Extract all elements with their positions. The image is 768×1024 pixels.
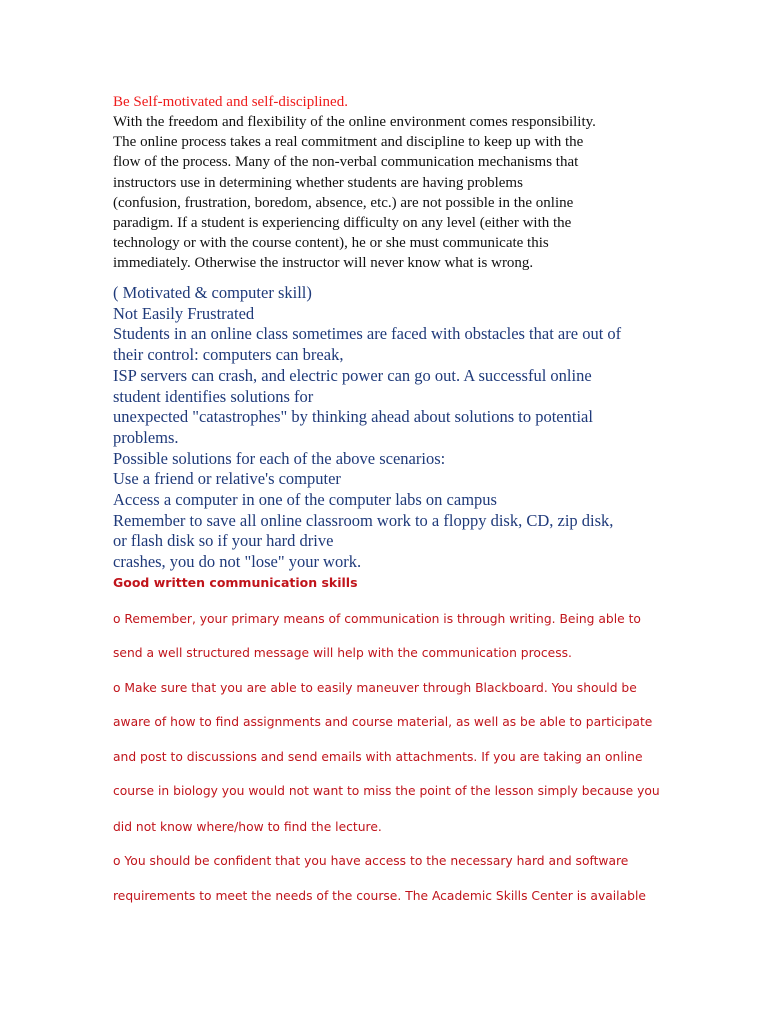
paragraph-line: The online process takes a real commitment and discipline to keep up with the <box>113 134 584 151</box>
paragraph-line: o Make sure that you are able to easily maneuver through Blackboard. You should be <box>113 681 637 695</box>
section-not-easily-frustrated <box>113 283 673 573</box>
paragraph-line: o You should be confident that you have access to the necessary hard and software <box>113 854 629 868</box>
paragraph-line: ISP servers can crash, and electric power can go out. A successful online <box>113 365 592 385</box>
paragraph-line: instructors use in determining whether students are having problems <box>113 174 523 191</box>
paragraph-line: crashes, you do not "lose" your work. <box>113 552 362 572</box>
paragraph-line: send a well structured message will help with the communication process. <box>113 646 572 660</box>
list-item: Access a computer in one of the computer labs on campus <box>113 490 497 510</box>
list-item: Use a friend or relative's computer <box>113 469 341 489</box>
paragraph-line: course in biology you would not want to miss the point of the lesson simply because you <box>113 784 660 798</box>
list-item: Remember to save all online classroom work to a floppy disk, CD, zip disk, <box>113 510 614 530</box>
paragraph-line: or flash disk so if your hard drive <box>113 531 334 551</box>
paragraph-line: Students in an online class sometimes are faced with obstacles that are out of <box>113 324 622 344</box>
section-heading: Be Self-motivated and self-disciplined. <box>113 94 348 110</box>
paragraph-line: paradigm. If a student is experiencing difficulty on any level (either with the <box>113 215 572 232</box>
paragraph-line: unexpected "catastrophes" by thinking ahead about solutions to potential <box>113 407 593 427</box>
paragraph-line: o Remember, your primary means of communication is through writing. Being able to <box>113 612 641 626</box>
paragraph-line: problems. <box>113 427 179 447</box>
section-heading: Good written communication skills <box>113 575 358 590</box>
paragraph-line: aware of how to find assignments and course material, as well as be able to participate <box>113 715 653 729</box>
paragraph-line: student identifies solutions for <box>113 386 314 406</box>
paragraph-line: immediately. Otherwise the instructor will never know what is wrong. <box>113 255 534 272</box>
paragraph-line: technology or with the course content), he or she must communicate this <box>113 235 549 252</box>
paragraph-line: and post to discussions and send emails with attachments. If you are taking an online <box>113 750 643 764</box>
paragraph-line: their control: computers can break, <box>113 345 344 365</box>
paragraph-line: With the freedom and flexibility of the online environment comes responsibility. <box>113 114 596 130</box>
paragraph-line: ( Motivated & computer skill) <box>113 283 312 302</box>
section-self-motivated <box>113 92 673 274</box>
paragraph-line: Possible solutions for each of the above scenarios: <box>113 448 446 468</box>
section-written-communication <box>113 573 673 903</box>
paragraph-line: requirements to meet the needs of the course. The Academic Skills Center is available <box>113 889 646 903</box>
paragraph-line: (confusion, frustration, boredom, absence, etc.) are not possible in the online <box>113 194 574 211</box>
paragraph-line: flow of the process. Many of the non-verbal communication mechanisms that <box>113 154 579 171</box>
section-heading: Not Easily Frustrated <box>113 303 255 323</box>
paragraph-line: did not know where/how to find the lecture. <box>113 820 382 834</box>
